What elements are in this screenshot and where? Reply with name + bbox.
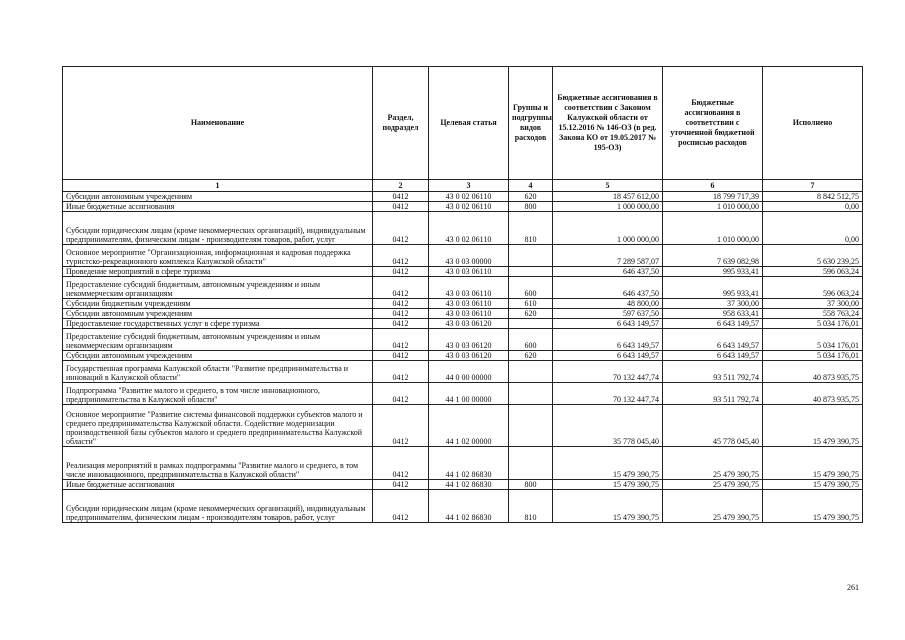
row-law-allocation: 646 437,50 [553,267,663,277]
row-law-allocation: 6 643 149,57 [553,319,663,329]
row-section: 0412 [373,319,429,329]
row-name: Субсидии автономным учреждениям [63,351,373,361]
row-refined-allocation: 6 643 149,57 [663,329,763,351]
row-executed: 15 479 390,75 [763,490,863,523]
table-body [63,192,863,523]
row-target-article: 43 0 03 06120 [429,351,509,361]
row-expense-group: 600 [509,277,553,299]
row-expense-group: 620 [509,192,553,202]
row-section: 0412 [373,212,429,245]
table-row [63,447,863,480]
row-target-article: 44 1 02 86830 [429,480,509,490]
row-refined-allocation: 995 933,41 [663,267,763,277]
header-section: Раздел, подраздел [373,67,429,180]
row-refined-allocation: 37 300,00 [663,299,763,309]
column-number: 1 [63,180,373,192]
header-target: Целевая статья [429,67,509,180]
row-expense-group: 800 [509,202,553,212]
row-expense-group: 800 [509,480,553,490]
header-law-allocation: Бюджетные ассигнования в соответствии с Законом Калужской области от 15.12.2016 № 146-ОЗ (в ред. Закона КО от 19.05.2017 № 195-ОЗ) [553,67,663,180]
row-executed: 15 479 390,75 [763,447,863,480]
row-target-article: 43 0 03 06110 [429,299,509,309]
column-number: 2 [373,180,429,192]
row-executed: 0,00 [763,212,863,245]
row-target-article: 44 1 00 00000 [429,383,509,405]
row-target-article: 43 0 02 06110 [429,202,509,212]
row-name: Подпрограмма "Развитие малого и среднего, в том числе инновационного, предпринимательства в Калужской области" [63,383,373,405]
row-executed: 596 063,24 [763,277,863,299]
row-section: 0412 [373,490,429,523]
row-law-allocation: 15 479 390,75 [553,480,663,490]
row-refined-allocation: 7 639 082,98 [663,245,763,267]
row-refined-allocation: 25 479 390,75 [663,480,763,490]
table-row [63,480,863,490]
row-target-article: 43 0 03 06110 [429,309,509,319]
row-executed: 5 034 176,01 [763,319,863,329]
row-name: Государственная программа Калужской области "Развитие предпринимательства и инноваций в Калужской области" [63,361,373,383]
row-expense-group [509,383,553,405]
budget-table [62,66,863,523]
page-number: 261 [847,583,859,592]
row-refined-allocation: 6 643 149,57 [663,319,763,329]
row-name: Субсидии юридическим лицам (кроме некоммерческих организаций), индивидуальным предпринимателям, физическим лицам - производителям товаров, работ, услуг [63,490,373,523]
row-refined-allocation: 1 010 000,00 [663,212,763,245]
row-name: Проведение мероприятий в сфере туризма [63,267,373,277]
header-group: Группы и подгруппы видов расходов [509,67,553,180]
header-row [63,67,863,180]
row-section: 0412 [373,447,429,480]
row-section: 0412 [373,267,429,277]
row-name: Иные бюджетные ассигнования [63,480,373,490]
table-row [63,245,863,267]
row-name: Основное мероприятие "Развитие системы финансовой поддержки субъектов малого и среднего предпринимательства Калужской области. Содействие модернизации производственной базы субъектов малого и среднего предпринимательства Калужской области" [63,405,373,447]
row-target-article: 43 0 02 06110 [429,212,509,245]
row-section: 0412 [373,192,429,202]
row-name: Предоставление государственных услуг в сфере туризма [63,319,373,329]
column-number-row [63,180,863,192]
header-name: Наименование [63,67,373,180]
row-target-article: 43 0 03 06110 [429,277,509,299]
row-name: Субсидии бюджетным учреждениям [63,299,373,309]
header-executed: Исполнено [763,67,863,180]
row-target-article: 44 0 00 00000 [429,361,509,383]
row-refined-allocation: 958 633,41 [663,309,763,319]
row-expense-group [509,447,553,480]
row-law-allocation: 15 479 390,75 [553,490,663,523]
table-row [63,277,863,299]
row-section: 0412 [373,383,429,405]
row-law-allocation: 70 132 447,74 [553,361,663,383]
row-executed: 8 842 512,75 [763,192,863,202]
table-row [63,212,863,245]
row-executed: 5 630 239,25 [763,245,863,267]
column-number: 5 [553,180,663,192]
table-row [63,319,863,329]
table-row [63,299,863,309]
row-target-article: 43 0 03 06120 [429,329,509,351]
row-section: 0412 [373,245,429,267]
row-section: 0412 [373,202,429,212]
row-law-allocation: 1 000 000,00 [553,202,663,212]
row-refined-allocation: 93 511 792,74 [663,383,763,405]
row-target-article: 44 1 02 86830 [429,490,509,523]
row-refined-allocation: 6 643 149,57 [663,351,763,361]
column-number: 3 [429,180,509,192]
row-law-allocation: 7 289 587,07 [553,245,663,267]
row-section: 0412 [373,299,429,309]
row-target-article: 44 1 02 86830 [429,447,509,480]
column-number: 6 [663,180,763,192]
row-executed: 0,00 [763,202,863,212]
row-refined-allocation: 995 933,41 [663,277,763,299]
row-law-allocation: 646 437,50 [553,277,663,299]
row-name: Иные бюджетные ассигнования [63,202,373,212]
row-law-allocation: 15 479 390,75 [553,447,663,480]
row-section: 0412 [373,361,429,383]
row-law-allocation: 35 778 045,40 [553,405,663,447]
table-row [63,329,863,351]
row-expense-group [509,319,553,329]
row-refined-allocation: 1 010 000,00 [663,202,763,212]
column-number: 4 [509,180,553,192]
row-executed: 596 063,24 [763,267,863,277]
row-law-allocation: 6 643 149,57 [553,351,663,361]
row-target-article: 44 1 02 00000 [429,405,509,447]
row-section: 0412 [373,309,429,319]
row-name: Предоставление субсидий бюджетным, автономным учреждениям и иным некоммерческим организациям [63,277,373,299]
row-expense-group: 620 [509,351,553,361]
row-expense-group: 620 [509,309,553,319]
row-executed: 15 479 390,75 [763,480,863,490]
table-row [63,361,863,383]
row-refined-allocation: 93 511 792,74 [663,361,763,383]
row-law-allocation: 70 132 447,74 [553,383,663,405]
table-row [63,267,863,277]
row-executed: 37 300,00 [763,299,863,309]
row-law-allocation: 1 000 000,00 [553,212,663,245]
row-law-allocation: 18 457 612,00 [553,192,663,202]
row-expense-group: 610 [509,299,553,309]
table-row [63,309,863,319]
table-row [63,490,863,523]
row-section: 0412 [373,405,429,447]
row-section: 0412 [373,277,429,299]
table-row [63,405,863,447]
row-target-article: 43 0 02 06110 [429,192,509,202]
header-refined-allocation: Бюджетные ассигнования в соответствии с уточненной бюджетной росписью расходов [663,67,763,180]
table-row [63,383,863,405]
row-refined-allocation: 25 479 390,75 [663,447,763,480]
row-expense-group: 810 [509,212,553,245]
row-name: Реализация мероприятий в рамках подпрограммы "Развитие малого и среднего, в том числе инновационного, предпринимательства в Калужской области" [63,447,373,480]
row-executed: 5 034 176,01 [763,351,863,361]
row-target-article: 43 0 03 06110 [429,267,509,277]
row-name: Субсидии юридическим лицам (кроме некоммерческих организаций), индивидуальным предпринимателям, физическим лицам - производителям товаров, работ, услуг [63,212,373,245]
row-executed: 558 763,24 [763,309,863,319]
row-executed: 40 873 935,75 [763,383,863,405]
column-number: 7 [763,180,863,192]
row-refined-allocation: 25 479 390,75 [663,490,763,523]
row-expense-group [509,405,553,447]
row-expense-group: 600 [509,329,553,351]
row-expense-group: 810 [509,490,553,523]
table-row [63,351,863,361]
row-executed: 5 034 176,01 [763,329,863,351]
row-law-allocation: 597 637,50 [553,309,663,319]
row-refined-allocation: 45 778 045,40 [663,405,763,447]
table-row [63,202,863,212]
row-law-allocation: 48 800,00 [553,299,663,309]
row-expense-group [509,361,553,383]
row-law-allocation: 6 643 149,57 [553,329,663,351]
row-section: 0412 [373,329,429,351]
row-name: Основное мероприятие "Организационная, информационная и кадровая поддержка туристско-рекреационного комплекса Калужской области" [63,245,373,267]
row-name: Субсидии автономным учреждениям [63,192,373,202]
row-executed: 40 873 935,75 [763,361,863,383]
row-section: 0412 [373,480,429,490]
row-name: Субсидии автономным учреждениям [63,309,373,319]
row-name: Предоставление субсидий бюджетным, автономным учреждениям и иным некоммерческим организациям [63,329,373,351]
row-target-article: 43 0 03 00000 [429,245,509,267]
row-refined-allocation: 18 799 717,39 [663,192,763,202]
table-row [63,192,863,202]
row-section: 0412 [373,351,429,361]
row-executed: 15 479 390,75 [763,405,863,447]
row-expense-group [509,267,553,277]
row-target-article: 43 0 03 06120 [429,319,509,329]
row-expense-group [509,245,553,267]
